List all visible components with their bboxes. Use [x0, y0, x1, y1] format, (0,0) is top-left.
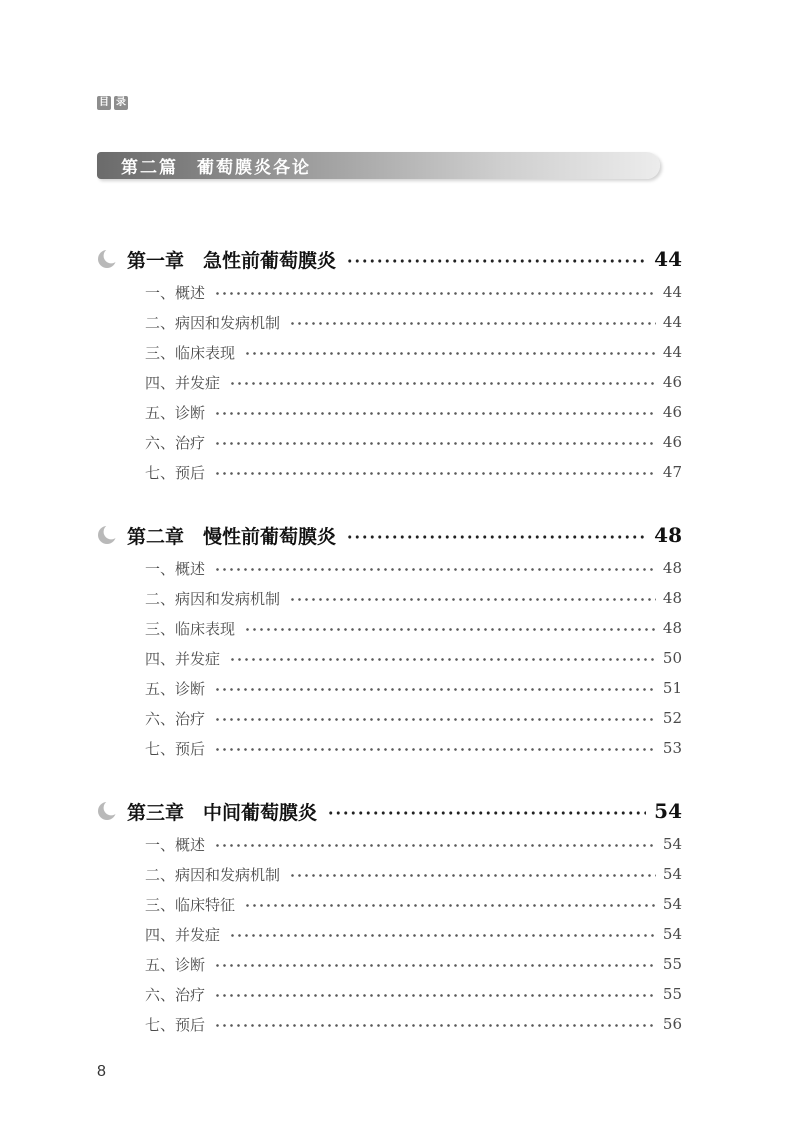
toc-item-page-number: 44: [662, 313, 682, 331]
toc-item-label: 一、概述: [145, 836, 206, 854]
part-banner-title: 第二篇 葡萄膜炎各论: [121, 158, 311, 177]
toc-item-row: [97, 979, 682, 1009]
toc-item-label: 五、诊断: [145, 956, 206, 974]
toc-chapter: [97, 517, 682, 763]
toc-item-page-number: 50: [662, 649, 682, 667]
crescent-icon: [97, 249, 117, 269]
toc-item-page-number: 54: [662, 925, 682, 943]
toc-item-label: 四、并发症: [145, 650, 221, 668]
chapter-title: 第一章 急性前葡萄膜炎: [127, 249, 337, 272]
toc-item-label: 一、概述: [145, 560, 206, 578]
toc-item-label: 三、临床表现: [145, 620, 236, 638]
toc-item-label: 四、并发症: [145, 926, 221, 944]
toc-item-page-number: 56: [662, 1015, 682, 1033]
toc-item-page-number: 46: [662, 403, 682, 421]
toc-item-row: [97, 427, 682, 457]
dot-leader: [212, 949, 656, 979]
toc-item-row: [97, 367, 682, 397]
toc-item-row: [97, 583, 682, 613]
toc-item-page-number: 44: [662, 343, 682, 361]
dot-leader: [344, 517, 646, 553]
toc-item-row: [97, 457, 682, 487]
chapter-heading-row: [97, 241, 682, 277]
chapter-page-number: 54: [654, 799, 682, 823]
dot-leader: [227, 643, 656, 673]
toc-item-label: 一、概述: [145, 284, 206, 302]
dot-leader: [212, 703, 656, 733]
dot-leader: [344, 241, 646, 277]
toc-item-row: [97, 829, 682, 859]
toc-item-label: 七、预后: [145, 464, 206, 482]
dot-leader: [212, 427, 656, 457]
dot-leader: [212, 979, 656, 1009]
toc-item-row: [97, 553, 682, 583]
chapter-title: 第二章 慢性前葡萄膜炎: [127, 525, 337, 548]
dot-leader: [242, 613, 656, 643]
dot-leader: [325, 793, 646, 829]
toc-item-label: 四、并发症: [145, 374, 221, 392]
toc-item-page-number: 54: [662, 835, 682, 853]
toc-item-page-number: 47: [662, 463, 682, 481]
dot-leader: [287, 859, 656, 889]
toc-item-page-number: 54: [662, 895, 682, 913]
toc-chapters: [97, 241, 682, 1039]
dot-leader: [212, 1009, 656, 1039]
toc-item-label: 七、预后: [145, 1016, 206, 1034]
toc-item-label: 五、诊断: [145, 680, 206, 698]
dot-leader: [212, 733, 656, 763]
toc-item-label: 三、临床表现: [145, 344, 236, 362]
toc-item-label: 二、病因和发病机制: [145, 866, 281, 884]
toc-item-page-number: 44: [662, 283, 682, 301]
crescent-icon: [97, 525, 117, 545]
toc-item-page-number: 54: [662, 865, 682, 883]
toc-item-row: [97, 733, 682, 763]
dot-leader: [212, 397, 656, 427]
toc-item-row: [97, 673, 682, 703]
toc-item-page-number: 55: [662, 985, 682, 1003]
toc-item-row: [97, 337, 682, 367]
dot-leader: [227, 367, 656, 397]
dot-leader: [212, 457, 656, 487]
toc-item-page-number: 55: [662, 955, 682, 973]
dot-leader: [212, 277, 656, 307]
toc-item-label: 五、诊断: [145, 404, 206, 422]
chapter-heading-row: [97, 793, 682, 829]
dot-leader: [227, 919, 656, 949]
crescent-icon: [97, 801, 117, 821]
toc-item-label: 六、治疗: [145, 986, 206, 1004]
toc-item-row: [97, 703, 682, 733]
dot-leader: [242, 889, 656, 919]
dot-leader: [242, 337, 656, 367]
toc-item-label: 三、临床特征: [145, 896, 236, 914]
toc-item-row: [97, 277, 682, 307]
chapter-page-number: 44: [654, 247, 682, 271]
toc-item-page-number: 48: [662, 619, 682, 637]
toc-item-page-number: 52: [662, 709, 682, 727]
toc-item-label: 六、治疗: [145, 434, 206, 452]
toc-item-row: [97, 397, 682, 427]
dot-leader: [212, 829, 656, 859]
toc-item-page-number: 46: [662, 433, 682, 451]
toc-item-row: [97, 307, 682, 337]
dot-leader: [287, 583, 656, 613]
toc-item-row: [97, 643, 682, 673]
toc-item-row: [97, 949, 682, 979]
toc-item-page-number: 48: [662, 559, 682, 577]
footer-page-number: 8: [97, 1063, 106, 1080]
chapter-heading-row: [97, 517, 682, 553]
toc-item-row: [97, 889, 682, 919]
toc-item-row: [97, 859, 682, 889]
dot-leader: [212, 553, 656, 583]
toc-item-row: [97, 1009, 682, 1039]
toc-item-page-number: 53: [662, 739, 682, 757]
toc-badge-char-2: 录: [116, 97, 126, 108]
chapter-title: 第三章 中间葡萄膜炎: [127, 801, 318, 824]
dot-leader: [212, 673, 656, 703]
toc-chapter: [97, 793, 682, 1039]
toc-item-label: 二、病因和发病机制: [145, 314, 281, 332]
chapter-page-number: 48: [654, 523, 682, 547]
toc-item-page-number: 51: [662, 679, 682, 697]
toc-chapter: [97, 241, 682, 487]
toc-item-label: 二、病因和发病机制: [145, 590, 281, 608]
toc-item-row: [97, 919, 682, 949]
toc-item-row: [97, 613, 682, 643]
toc-item-label: 六、治疗: [145, 710, 206, 728]
part-banner: [97, 152, 660, 179]
toc-item-page-number: 48: [662, 589, 682, 607]
toc-item-label: 七、预后: [145, 740, 206, 758]
toc-header-badge: [97, 96, 682, 110]
toc-badge-char-1: 目: [99, 97, 109, 108]
toc-item-page-number: 46: [662, 373, 682, 391]
dot-leader: [287, 307, 656, 337]
